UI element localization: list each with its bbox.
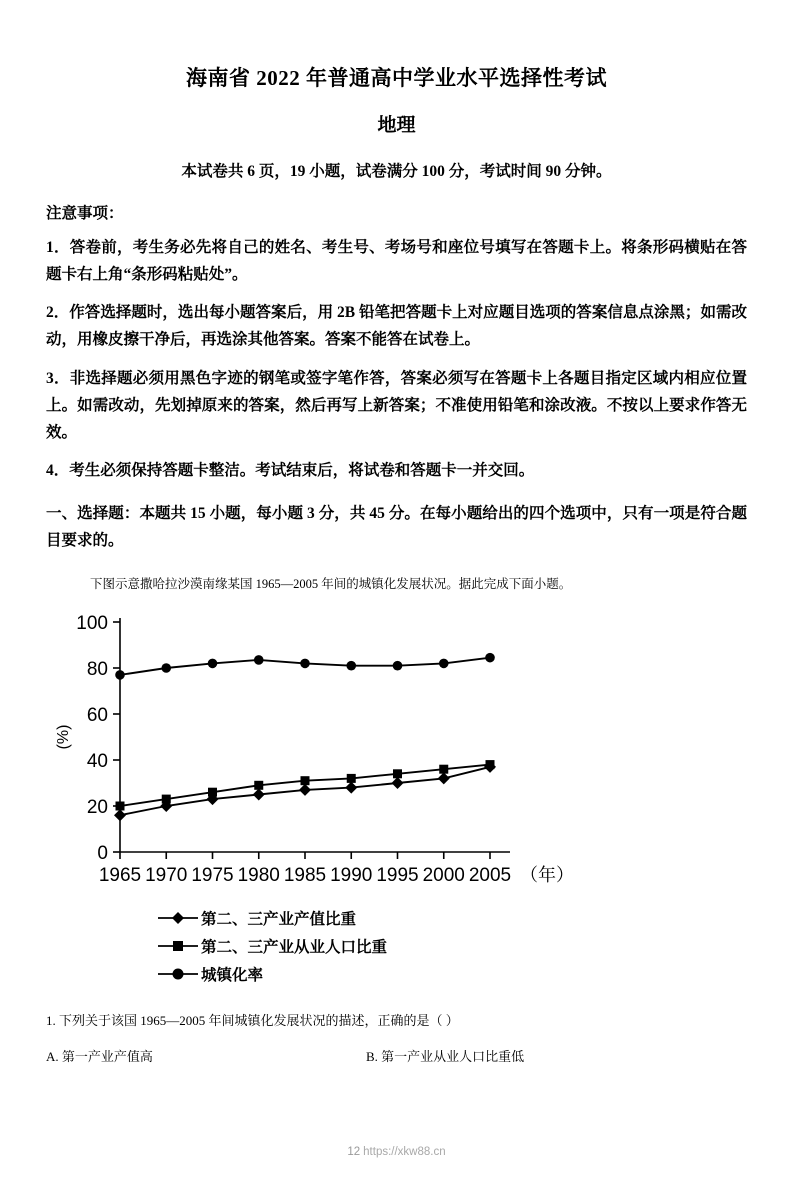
svg-text:0: 0 xyxy=(97,843,108,865)
legend-label-0: 第二、三产业产值比重 xyxy=(201,911,357,929)
svg-text:60: 60 xyxy=(86,705,108,727)
footer xyxy=(0,1146,793,1158)
exam-paper-page xyxy=(0,62,793,1184)
svg-text:（年）: （年） xyxy=(520,865,574,886)
svg-text:40: 40 xyxy=(86,751,108,773)
svg-text:1995: 1995 xyxy=(376,865,419,887)
section-one-heading: 一、选择题：本题共 15 小题，每小题 3 分，共 45 分。在每小题给出的四个选项中，只有一项是符合题目要求的。 xyxy=(46,505,747,550)
notice-item-2: 2．作答选择题时，选出每小题答案后，用 2B 铅笔把答题卡上对应题目选项的答案信息点涂黑；如需改动，用橡皮擦干净后，再选涂其他答案。答案不能答在试卷上。 xyxy=(46,304,747,349)
svg-text:1980: 1980 xyxy=(237,865,280,887)
notice-item-4: 4．考生必须保持答题卡整洁。考试结束后，将试卷和答题卡一并交回。 xyxy=(46,461,535,479)
exam-info: 本试卷共 6 页，19 小题，试卷满分 100 分，考试时间 90 分钟。 xyxy=(181,163,612,180)
legend-label-2: 城镇化率 xyxy=(201,967,264,985)
figure-caption: 下图示意撒哈拉沙漠南缘某国 1965—2005 年间的城镇化发展状况。据此完成下面小题。 xyxy=(90,577,572,592)
chart-figure xyxy=(0,602,793,992)
page-title: 海南省 2022 年普通高中学业水平选择性考试 xyxy=(186,66,607,90)
svg-text:1985: 1985 xyxy=(283,865,327,887)
svg-text:1975: 1975 xyxy=(191,865,234,887)
legend-item-0 xyxy=(155,904,793,932)
svg-text:2000: 2000 xyxy=(422,865,465,887)
footer-site: https://xkw88.cn xyxy=(363,1146,446,1158)
subject-title: 地理 xyxy=(377,115,416,136)
chart-legend xyxy=(155,904,793,988)
option-b[interactable]: B. 第一产业从业人口比重低 xyxy=(366,1049,525,1065)
notice-item-1: 1．答卷前，考生务必先将自己的姓名、考生号、考场号和座位号填写在答题卡上。将条形码横贴在答题卡右上角“条形码粘贴处”。 xyxy=(46,239,747,284)
legend-item-2 xyxy=(155,960,793,988)
square-marker-icon xyxy=(155,939,201,953)
option-a[interactable]: A. 第一产业产值高 xyxy=(46,1049,153,1065)
legend-label-1: 第二、三产业从业人口比重 xyxy=(201,939,388,957)
svg-text:80: 80 xyxy=(86,659,108,681)
svg-text:1965: 1965 xyxy=(98,865,142,887)
legend-item-1 xyxy=(155,932,793,960)
svg-text:2005: 2005 xyxy=(468,865,512,887)
question-1-options xyxy=(46,1046,747,1065)
notice-item-3: 3．非选择题必须用黑色字迹的钢笔或签字笔作答，答案必须写在答题卡上各题目指定区域内相应位置上。如需改动，先划掉原来的答案，然后再写上新答案；不准使用铅笔和涂改液。不按以上要求作答无效。 xyxy=(46,369,747,441)
urbanization-line-chart xyxy=(0,602,793,902)
svg-text:20: 20 xyxy=(86,797,108,819)
notice-heading: 注意事项： xyxy=(46,205,124,222)
svg-text:1970: 1970 xyxy=(145,865,188,887)
page-number: 12 xyxy=(347,1146,361,1158)
svg-text:1990: 1990 xyxy=(330,865,373,887)
svg-text:(%): (%) xyxy=(55,724,72,750)
question-1-text: 1. 下列关于该国 1965—2005 年间城镇化发展状况的描述，正确的是（ ） xyxy=(46,1013,459,1029)
svg-text:100: 100 xyxy=(76,613,108,635)
circle-marker-icon xyxy=(155,967,201,981)
diamond-marker-icon xyxy=(155,911,201,925)
